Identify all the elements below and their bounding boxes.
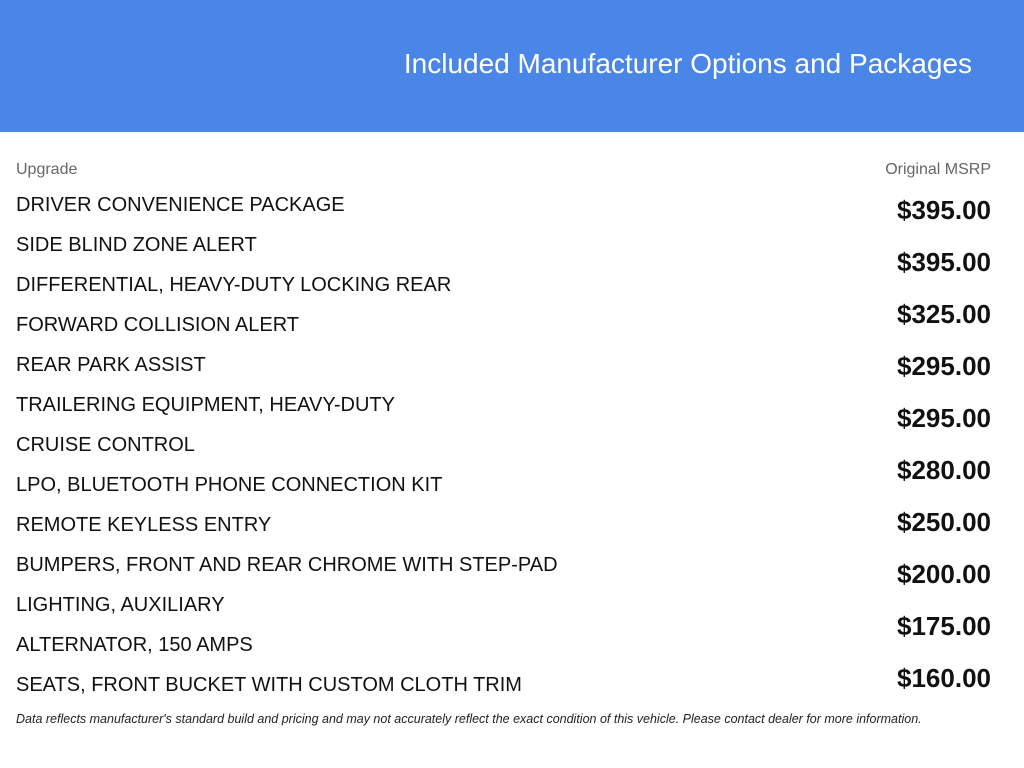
option-name: SIDE BLIND ZONE ALERT: [16, 234, 257, 256]
page-title: Included Manufacturer Options and Packages: [403, 48, 972, 79]
option-name: SEATS, FRONT BUCKET WITH CUSTOM CLOTH TRIM: [16, 674, 522, 696]
option-price: $395.00: [897, 195, 991, 225]
option-price: $200.00: [897, 559, 991, 589]
option-name: DRIVER CONVENIENCE PACKAGE: [16, 194, 345, 216]
option-name: LIGHTING, AUXILIARY: [16, 594, 225, 616]
option-price: $250.00: [897, 507, 991, 537]
option-name: REAR PARK ASSIST: [16, 354, 206, 376]
option-price: $325.00: [897, 299, 991, 329]
option-name: REMOTE KEYLESS ENTRY: [16, 514, 272, 536]
option-price: $280.00: [897, 455, 991, 485]
option-price: $160.00: [897, 663, 991, 693]
option-price: $295.00: [897, 351, 991, 381]
option-list: [16, 193, 558, 713]
disclaimer-text: Data reflects manufacturer's standard build and pricing and may not accurately reflect the exact condition of this vehicle. Please contact dealer for more information.: [16, 712, 922, 726]
price-list: [897, 196, 991, 716]
option-name: LPO, BLUETOOTH PHONE CONNECTION KIT: [16, 474, 443, 496]
option-name: ALTERNATOR, 150 AMPS: [16, 634, 253, 656]
option-name: DIFFERENTIAL, HEAVY-DUTY LOCKING REAR: [16, 274, 452, 296]
upgrade-column-header: Upgrade: [16, 161, 78, 178]
msrp-column-header: Original MSRP: [885, 161, 991, 178]
option-price: $175.00: [897, 611, 991, 641]
option-price: $295.00: [897, 403, 991, 433]
option-price: $395.00: [897, 247, 991, 277]
header-banner: [0, 0, 1024, 132]
option-name: BUMPERS, FRONT AND REAR CHROME WITH STEP-PAD: [16, 554, 558, 576]
option-name: FORWARD COLLISION ALERT: [16, 314, 300, 336]
option-name: CRUISE CONTROL: [16, 434, 195, 456]
option-name: TRAILERING EQUIPMENT, HEAVY-DUTY: [16, 394, 395, 416]
